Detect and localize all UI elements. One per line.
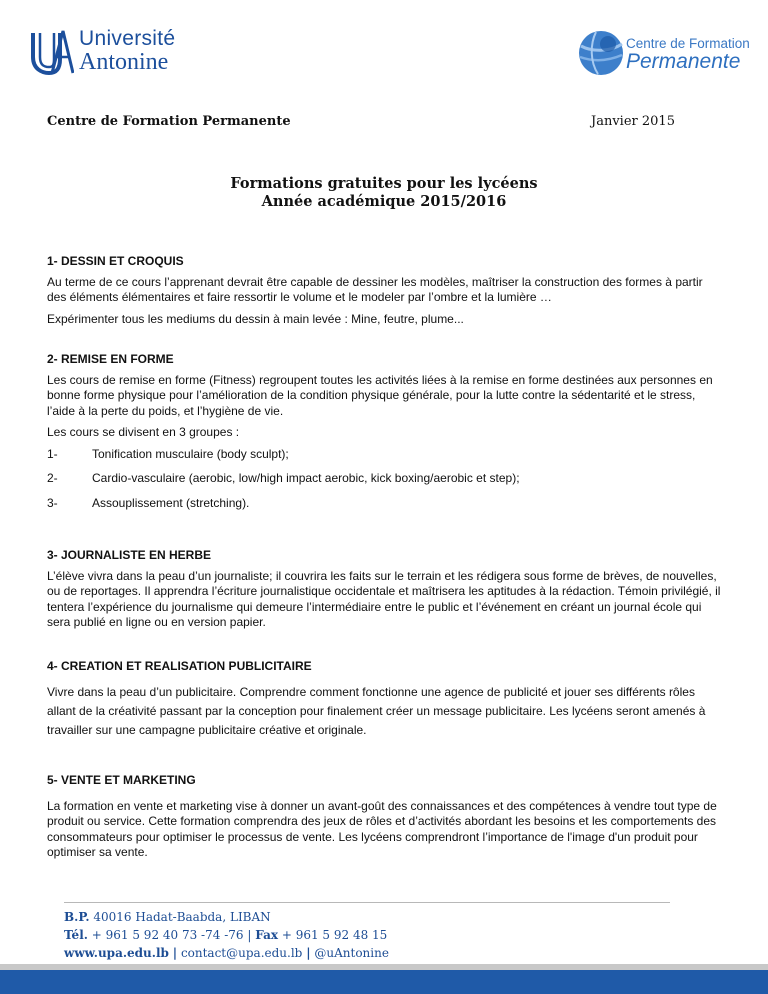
list-text: Assouplissement (stretching). — [92, 495, 250, 510]
fax-label: Fax — [255, 928, 278, 942]
separator: | — [172, 946, 178, 960]
email-link[interactable]: contact@upa.edu.lb — [180, 946, 303, 960]
section-paragraph: Au terme de ce cours l’apprenant devrait être capable de dessiner les modèles, maîtriser la construction des formes à partir des éléments élémentaires et faire ressortir le volume et le modeler par l’ombre et la lumière … — [47, 274, 703, 304]
section-paragraph: Vivre dans la peau d’un publicitaire. Comprendre comment fonctionne une agence de publicité et jouer ses différents rôles allant de la créativité passant par la conception pour finalement créer un message publicitaire. Les lycéens seront amenés à travailler sur une campagne publicitaire créative et originale. — [47, 684, 706, 737]
section-heading: 3- JOURNALISTE EN HERBE — [47, 548, 212, 562]
section-heading: 5- VENTE ET MARKETING — [47, 773, 196, 787]
section-dessin — [47, 254, 723, 333]
section-paragraph: Les cours se divisent en 3 groupes : — [47, 425, 240, 439]
page-subtitle: Année académique 2015/2016 — [261, 193, 507, 210]
list-text: Tonification musculaire (body sculpt); — [92, 446, 289, 461]
section-heading: 2- REMISE EN FORME — [47, 352, 174, 366]
section-remise-en-forme — [47, 352, 723, 520]
list-item — [47, 471, 723, 487]
universite-antonine-logo — [30, 27, 190, 79]
separator: | — [306, 946, 311, 960]
footer-address-line — [64, 908, 389, 926]
fax-value: + 961 5 92 48 15 — [281, 928, 388, 942]
section-paragraph: Expérimenter tous les mediums du dessin à main levée : Mine, feutre, plume... — [47, 311, 464, 326]
section-paragraph: L’élève vivra dans la peau d’un journaliste; il couvrira les faits sur le terrain et les rédigera sous forme de brèves, de nouvelles, ou de reportages. Il apprendra l’écriture journalistique occidentale et maîtrisera les aptitudes à la rédaction. Témoin privilégié, il tentera l’expérience du journalisme qui demeure l’intermédiaire entre le public et l’événement en créant un journal école qui sera publié en ligne ou en version papier. — [47, 568, 721, 629]
bp-value: 40016 Hadat-Baabda, LIBAN — [93, 910, 271, 924]
course-groups-list — [47, 447, 723, 512]
section-heading: 1- DESSIN ET CROQUIS — [47, 254, 184, 268]
centre-formation-logo — [578, 28, 748, 78]
page-title: Formations gratuites pour les lycéens — [230, 175, 538, 192]
social-handle[interactable]: @uAntonine — [314, 946, 389, 960]
section-paragraph: La formation en vente et marketing vise à donner un avant-goût des connaissances et des compétences à vendre tout type de produit ou service. Cette formation comprendra des jeux de rôles et d’activités abordant les besoins et les comportements des consommateurs pour optimiser le processus de vente. Les lycéens comprendront l’importance de l'image d'un produit pour optimiser sa vente. — [47, 798, 717, 859]
footer-blue-band — [0, 970, 768, 994]
list-number: 2- — [47, 471, 58, 485]
list-number: 1- — [47, 446, 58, 461]
logo-text-centre: Centre de Formation — [626, 36, 750, 51]
document-header-date: Janvier 2015 — [591, 114, 675, 129]
list-item — [47, 496, 723, 512]
list-text: Cardio-vasculaire (aerobic, low/high impact aerobic, kick boxing/aerobic et step); — [92, 471, 520, 485]
logo-text-permanente: Permanente — [626, 50, 741, 73]
globe-icon — [578, 30, 624, 76]
ua-monogram-icon — [30, 27, 74, 75]
footer-divider — [64, 902, 670, 903]
footer-contact — [64, 908, 389, 962]
tel-value: + 961 5 92 40 73 -74 -76 | — [91, 928, 252, 942]
footer-web-line — [64, 944, 389, 962]
document-header-center: Centre de Formation Permanente — [47, 114, 291, 129]
logo-text-universite: Université — [79, 27, 176, 50]
list-item — [47, 447, 723, 463]
section-publicitaire — [47, 659, 723, 746]
section-vente-marketing — [47, 773, 723, 867]
logo-text-antonine: Antonine — [79, 49, 169, 75]
section-heading: 4- CREATION ET REALISATION PUBLICITAIRE — [47, 659, 312, 673]
bp-label: B.P. — [64, 910, 90, 924]
section-paragraph: Les cours de remise en forme (Fitness) regroupent toutes les activités liées à la remise en forme destinées aux personnes en bonne forme physique pour l’amélioration de la condition physique générale, pour la lutte contre la sédentarité et le stress, l’aide à la perte du poids, et l’hygiène de vie. — [47, 372, 713, 418]
footer-phone-line — [64, 926, 389, 944]
section-journaliste — [47, 548, 723, 637]
website-link[interactable]: www.upa.edu.lb — [64, 946, 169, 960]
list-number: 3- — [47, 495, 58, 510]
tel-label: Tél. — [64, 928, 88, 942]
